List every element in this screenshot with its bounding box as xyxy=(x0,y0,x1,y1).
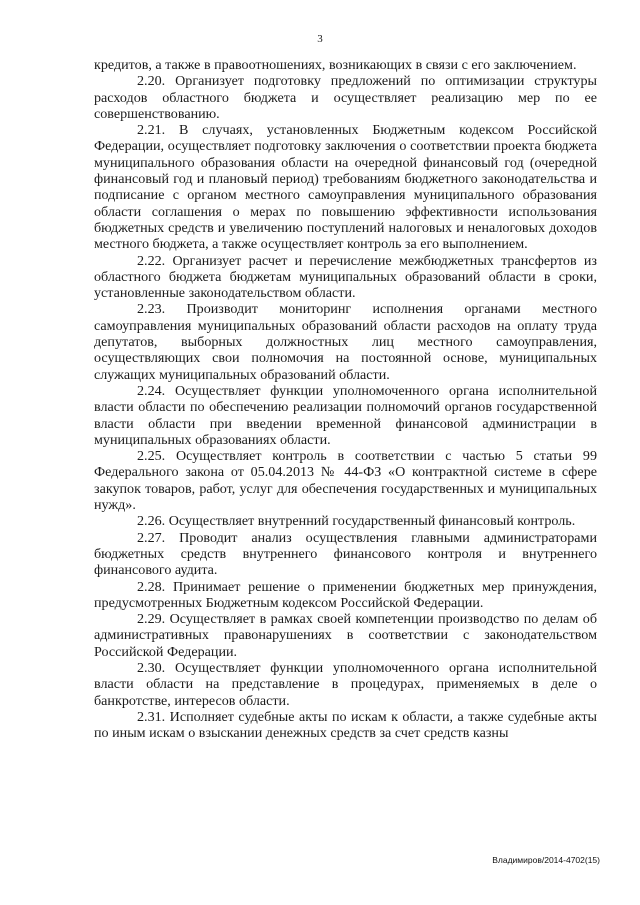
document-body xyxy=(94,57,597,741)
paragraph-2-26: 2.26. Осуществляет внутренний государственный финансовый контроль. xyxy=(137,513,576,530)
paragraph-2-24: 2.24. Осуществляет функции уполномоченного органа исполнительной власти области по обеспечению реализации полномочий органов государственной власти области при введении временной финансовой администрации в муниципальных образованиях области. xyxy=(94,382,597,448)
paragraph-2-21: 2.21. В случаях, установленных Бюджетным кодексом Российской Федерации, осуществляет подготовку заключения о соответствии проекта бюджета муниципального образования области на очередной финансовый год (очередной финансовый год и плановый период) требованиям бюджетного законодательства и подписание с органом местного самоуправления муниципального образования области соглашения о мерах по повышению эффективности использования бюджетных средств и увеличению поступлений налоговых и неналоговых доходов местного бюджета, а также осуществляет контроль за его выполнением. xyxy=(94,122,597,253)
paragraph-2-22: 2.22. Организует расчет и перечисление межбюджетных трансфертов из областного бюджета бюджетам муниципальных образований области в сроки, установленные законодательством области. xyxy=(94,252,597,302)
paragraph-2-31: 2.31. Исполняет судебные акты по искам к области, а также судебные акты по иным искам о взыскании денежных средств за счет средств казны xyxy=(94,708,597,742)
paragraph-2-25: 2.25. Осуществляет контроль в соответствии с частью 5 статьи 99 Федерального закона от 05.04.2013 № 44-ФЗ «О контрактной системе в сфере закупок товаров, работ, услуг для обеспечения государственных и муниципальных нужд». xyxy=(94,448,597,514)
paragraph-2-29: 2.29. Осуществляет в рамках своей компетенции производство по делам об административных правонарушениях в соответствии с законодательством Российской Федерации. xyxy=(94,611,597,660)
paragraph-2-28: 2.28. Принимает решение о применении бюджетных мер принуждения, предусмотренных Бюджетным кодексом Российской Федерации. xyxy=(94,578,597,611)
paragraph-continuation: кредитов, а также в правоотношениях, возникающих в связи с его заключением. xyxy=(94,57,577,73)
paragraph-2-27: 2.27. Проводит анализ осуществления главными администраторами бюджетных средств внутреннего финансового контроля и внутреннего финансового аудита. xyxy=(94,529,597,579)
paragraph-2-20: 2.20. Организует подготовку предложений по оптимизации структуры расходов областного бюджета и осуществляет реализацию мер по ее совершенствованию. xyxy=(94,73,597,122)
document-footer-id: Владимиров/2014-4702(15) xyxy=(492,855,600,865)
paragraph-2-23: 2.23. Производит мониторинг исполнения органами местного самоуправления муниципальных образований области расходов на оплату труда депутатов, выборных должностных лиц местного самоуправления, осуществляющих свои полномочия на постоянной основе, муниципальных служащих муниципальных образований области. xyxy=(94,301,597,383)
paragraph-2-30: 2.30. Осуществляет функции уполномоченного органа исполнительной власти области на представление в процедурах, применяемых в деле о банкротстве, интересов области. xyxy=(94,659,597,709)
page-number: 3 xyxy=(317,33,323,45)
